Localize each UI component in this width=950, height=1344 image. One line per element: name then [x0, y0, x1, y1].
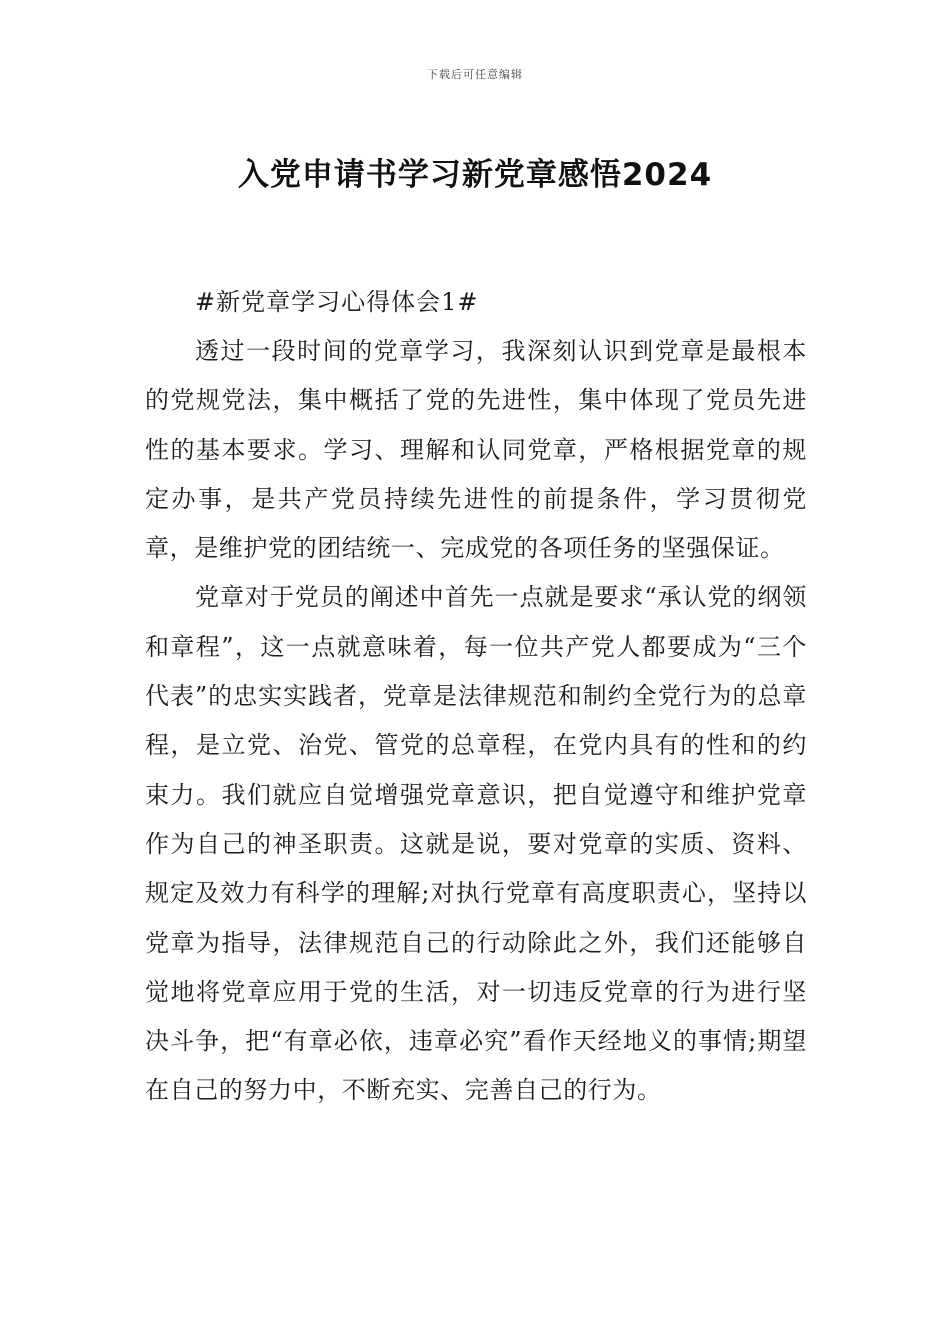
document-body: [145, 278, 807, 1116]
section-heading: #新党章学习心得体会1#: [195, 288, 479, 316]
header-note: 下载后可任意编辑: [427, 68, 523, 81]
paragraph-2: 党章对于党员的阐述中首先一点就是要求“承认党的纲领和章程”，这一点就意味着，每一位共产党人都要成为“三个代表”的忠实实践者，党章是法律规范和制约全党行为的总章程，是立党、治党、管党的总章程，在党内具有的性和的约束力。我们就应自觉增强党章意识，把自觉遵守和维护党章作为自己的神圣职责。这就是说，要对党章的实质、资料、规定及效力有科学的理解;对执行党章有高度职责心，坚持以党章为指导，法律规范自己的行动除此之外，我们还能够自觉地将党章应用于党的生活，对一切违反党章的行为进行坚决斗争，把“有章必依，违章必究”看作天经地义的事情;期望在自己的努力中，不断充实、完善自己的行为。: [145, 583, 807, 1105]
document-title: 入党申请书学习新党章感悟2024: [237, 156, 713, 193]
paragraph-1: 透过一段时间的党章学习，我深刻认识到党章是最根本的党规党法，集中概括了党的先进性，集中体现了党员先进性的基本要求。学习、理解和认同党章，严格根据党章的规定办事，是共产党员持续先进性的前提条件，学习贯彻党章，是维护党的团结统一、完成党的各项任务的坚强保证。: [145, 337, 807, 563]
